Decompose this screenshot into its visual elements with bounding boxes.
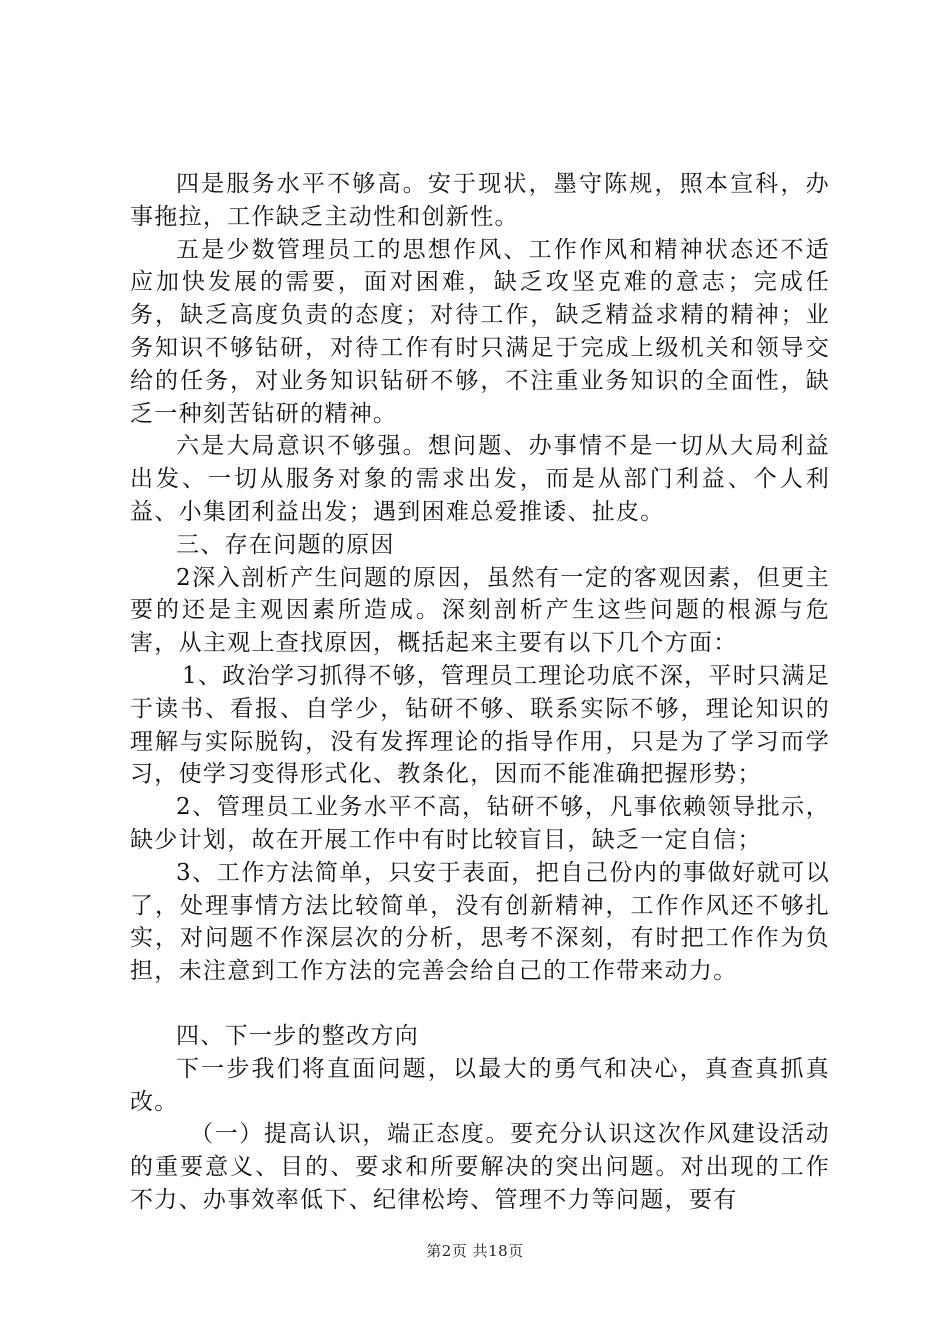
paragraph-improve-awareness: （一）提高认识，端正态度。要充分认识这次作风建设活动的重要意义、目的、要求和所要解决的突出问题。对出现的工作不力、办事效率低下、纪律松垮、管理不力等问题，要有 <box>130 1121 830 1213</box>
paragraph-cause-3: 3、工作方法简单，只安于表面，把自己份内的事做好就可以了，处理事情方法比较简单，没有创新精神，工作作风还不够扎实，对问题不作深层次的分析，思考不深刻，有时把工作作为负担，未注意到工作方法的完善会给自己的工作带来动力。 <box>130 859 830 985</box>
paragraph-next-steps-intro: 下一步我们将直面问题，以最大的勇气和决心，真查真抓真改。 <box>130 1055 830 1115</box>
section-heading-next-steps: 四、下一步的整改方向 <box>176 1022 419 1049</box>
paragraph-cause-2: 2、管理员工业务水平不高，钻研不够，凡事依赖领导批示，缺少计划，故在开展工作中有时比较盲目，缺乏一定自信； <box>130 794 830 853</box>
paragraph-spacer <box>130 988 830 1020</box>
document-body <box>130 168 830 1217</box>
paragraph-overall-awareness: 六是大局意识不够强。想问题、办事情不是一切从大局利益出发、一切从服务对象的需求出发，而是从部门利益、个人利益、小集团利益出发；遇到困难总爱推诿、扯皮。 <box>130 433 830 525</box>
page-footer <box>0 1240 950 1261</box>
paragraph-cause-analysis: 2深入剖析产生问题的原因，虽然有一定的客观因素，但更主要的还是主观因素所造成。深刻剖析产生这些问题的根源与危害，从主观上查找原因，概括起来主要有以下几个方面： <box>130 564 830 657</box>
paragraph-work-style: 五是少数管理员工的思想作风、工作作风和精神状态还不适应加快发展的需要，面对困难，缺乏攻坚克难的意志；完成任务，缺乏高度负责的态度；对待工作，缺乏精益求精的精神；业务知识不够钻研，对待工作有时只满足于完成上级机关和领导交给的任务，对业务知识钻研不够，不注重业务知识的全面性，缺乏一种刻苦钻研的精神。 <box>130 236 830 427</box>
paragraph-service-level: 四是服务水平不够高。安于现状，墨守陈规，照本宣科，办事拖拉，工作缺乏主动性和创新性。 <box>130 171 830 230</box>
paragraph-cause-1: 1、政治学习抓得不够，管理员工理论功底不深，平时只满足于读书、看报、自学少，钻研不够、联系实际不够，理论知识的理解与实际脱钩，没有发挥理论的指导作用，只是为了学习而学习，使学习变得形式化、教条化，因而不能准确把握形势； <box>130 662 830 788</box>
page-number-label: 第2页 共18页 <box>426 1242 524 1260</box>
section-heading-causes: 三、存在问题的原因 <box>176 531 395 558</box>
